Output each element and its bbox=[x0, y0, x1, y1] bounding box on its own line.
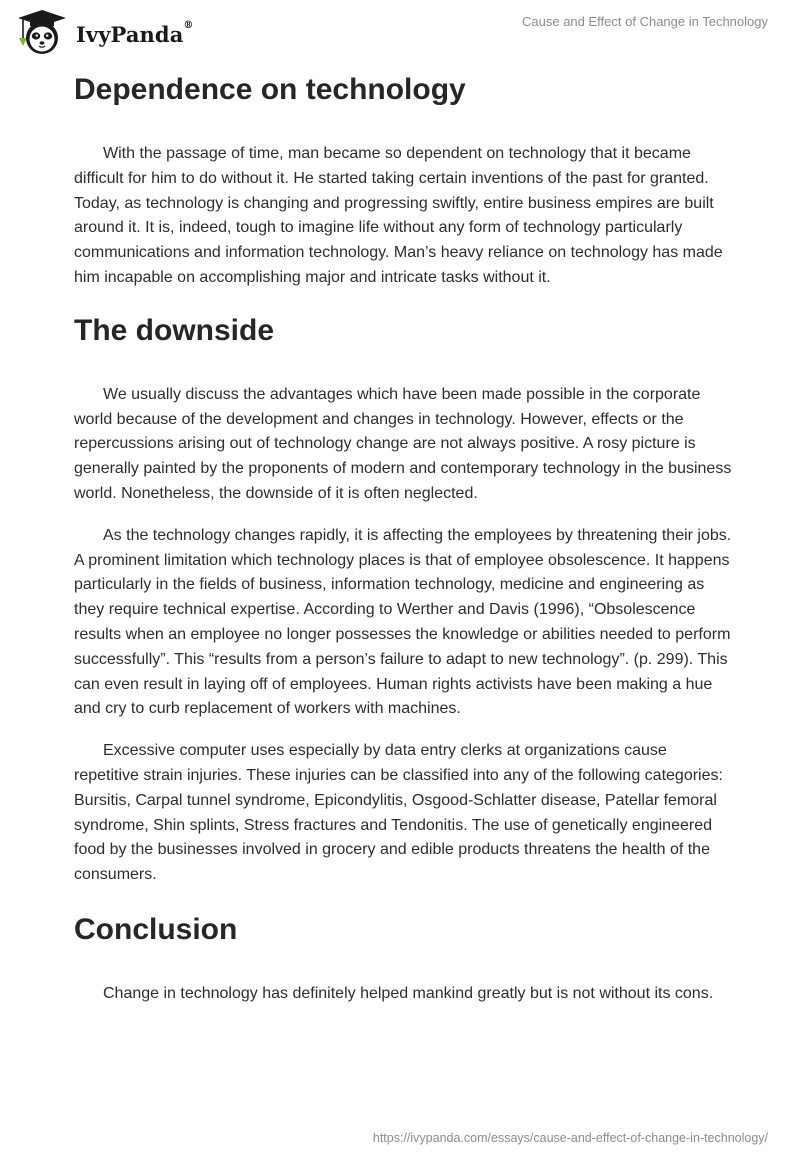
section-heading: Conclusion bbox=[74, 912, 238, 946]
section-downside bbox=[74, 309, 734, 888]
document-title: Cause and Effect of Change in Technology bbox=[522, 14, 768, 29]
brand-name: IvyPanda® bbox=[76, 19, 194, 47]
paragraph: With the passage of time, man became so dependent on technology that it became difficult for him to do without it. He started taking certain inventions of the past for granted. Today, as technology is changing and progressing swiftly, entire business empires are built around it. It is, indeed, tough to imagine life without any form of technology particularly communications and information technology. Man’s heavy reliance on technology has made him incapable on accomplishing major and intricate tasks without it. bbox=[74, 145, 723, 286]
section-heading: The downside bbox=[74, 313, 275, 347]
paragraph: Change in technology has definitely helped mankind greatly but is not without its cons. bbox=[103, 984, 714, 1002]
paragraph: As the technology changes rapidly, it is affecting the employees by threatening their jobs. A prominent limitation which technology places is that of employee obsolescence. It happens particularly in the fields of business, information technology, medicine and engineering as they require technical expertise. According to Werther and Davis (1996), “Obsolescence results when an employee no longer possesses the knowledge or abilities needed to perform successfully”. This “results from a person’s failure to adapt to new technology”. (p. 299). This can even result in laying off of employees. Human rights activists have been making a hue and cry to curb replacement of workers with machines. bbox=[74, 526, 732, 718]
essay-content bbox=[74, 68, 734, 1007]
source-url-link[interactable]: https://ivypanda.com/essays/cause-and-effect-of-change-in-technology/ bbox=[372, 1131, 768, 1145]
paragraph: We usually discuss the advantages which have been made possible in the corporate world because of the development and changes in technology. However, effects or the repercussions arising out of technology change are not always positive. A rosy picture is generally painted by the proponents of modern and contemporary technology in the business world. Nonetheless, the downside of it is often neglected. bbox=[74, 385, 732, 502]
section-conclusion bbox=[74, 908, 734, 1007]
section-dependence bbox=[74, 68, 734, 291]
brand-logo[interactable] bbox=[14, 8, 194, 58]
section-heading: Dependence on technology bbox=[74, 73, 466, 106]
panda-graduation-cap-icon bbox=[14, 8, 70, 58]
paragraph: Excessive computer uses especially by data entry clerks at organizations cause repetitive strain injuries. These injuries can be classified into any of the following categories: Bursitis, Carpal tunnel syndrome, Epicondylitis, Osgood-Schlatter disease, Patellar femoral syndrome, Shin splints, Stress fractures and Tendonitis. The use of genetically engineered food by the businesses involved in grocery and edible products threatens the health of the consumers. bbox=[74, 742, 723, 884]
page-header bbox=[0, 0, 800, 60]
